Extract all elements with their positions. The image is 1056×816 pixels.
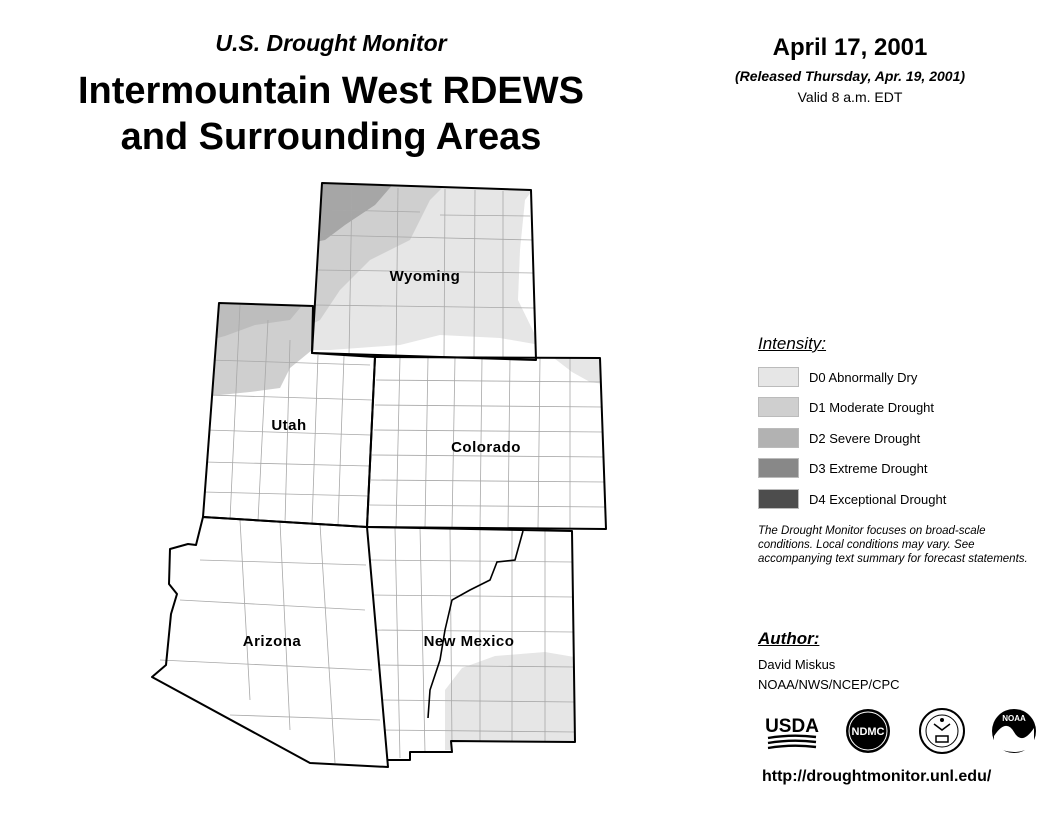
noaa-logo-text: NOAA	[1002, 714, 1026, 723]
valid-time: Valid 8 a.m. EDT	[797, 89, 903, 105]
legend-title: Intensity:	[758, 334, 827, 353]
legend-label-d1: D1 Moderate Drought	[809, 399, 935, 415]
state-label-wyoming: Wyoming	[389, 268, 461, 285]
ndmc-logo-text: NDMC	[851, 726, 885, 738]
author-heading: Author:	[758, 629, 820, 648]
map-title-line2: and Surrounding Areas	[120, 116, 542, 158]
drought-monitor-link[interactable]: http://droughtmonitor.unl.edu/	[762, 768, 992, 785]
legend-label-d4: D4 Exceptional Drought	[809, 491, 947, 507]
legend-label-d0: D0 Abnormally Dry	[809, 369, 918, 385]
map-title-line1: Intermountain West RDEWS	[78, 70, 584, 112]
map-date: April 17, 2001	[772, 34, 928, 61]
state-label-arizona: Arizona	[242, 633, 302, 650]
usda-logo	[762, 706, 822, 756]
noaa-logo	[984, 706, 1044, 756]
legend-label-d2: D2 Severe Drought	[809, 430, 921, 446]
state-label-new-mexico: New Mexico	[423, 633, 515, 650]
legend-item-d3	[758, 457, 928, 479]
state-label-utah: Utah	[271, 417, 307, 434]
legend-swatch-d4	[758, 489, 799, 509]
disclaimer-note: The Drought Monitor focuses on broad-scale conditions. Local conditions may vary. See accompanying text summary for forecast statements.	[758, 525, 1028, 565]
legend-item-d4	[758, 488, 946, 510]
usda-logo-text: USDA	[765, 716, 819, 737]
legend-item-d2	[758, 427, 920, 449]
legend-swatch-d3	[758, 458, 799, 478]
ndmc-logo	[838, 706, 898, 756]
legend-label-d3: D3 Extreme Drought	[809, 460, 928, 476]
author-name: David Miskus	[758, 657, 836, 672]
legend-swatch-d2	[758, 428, 799, 448]
state-label-colorado: Colorado	[451, 439, 521, 456]
author-org: NOAA/NWS/NCEP/CPC	[758, 677, 900, 692]
commerce-seal-logo	[912, 706, 972, 756]
release-date: (Released Thursday, Apr. 19, 2001)	[734, 68, 966, 84]
legend-swatch-d1	[758, 397, 799, 417]
legend-item-d0	[758, 366, 917, 388]
map-subtitle: U.S. Drought Monitor	[215, 30, 447, 56]
legend-swatch-d0	[758, 367, 799, 387]
legend-item-d1	[758, 396, 934, 418]
